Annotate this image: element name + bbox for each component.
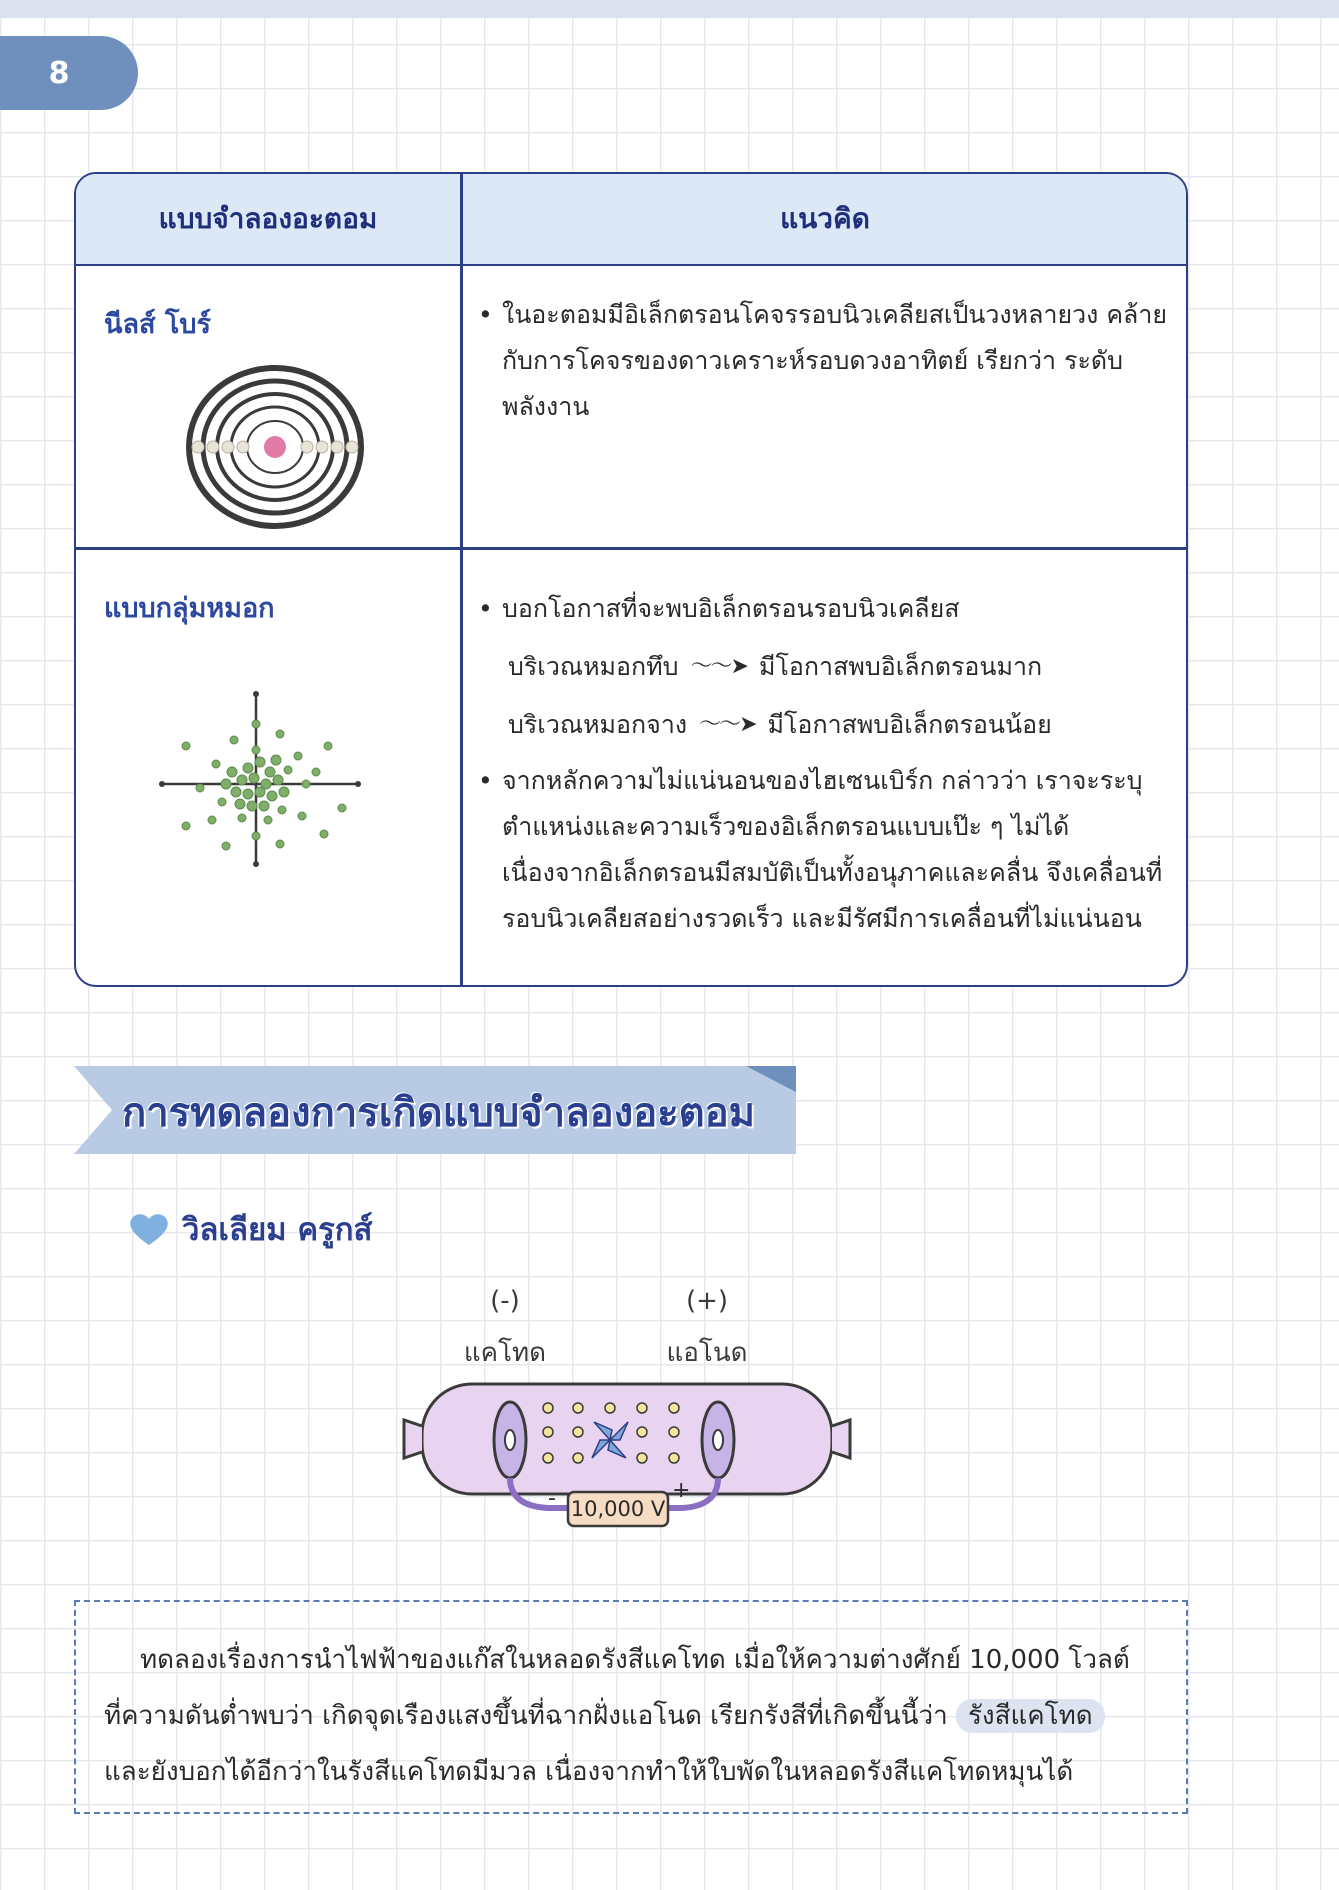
row-divider — [76, 547, 1186, 550]
anode-label: แอโนด — [666, 1338, 748, 1368]
voltage-label: 10,000 V — [570, 1497, 666, 1521]
relation-dense — [478, 644, 1168, 690]
arrow-icon: 〜〜➤ — [699, 712, 756, 737]
atomic-model-table — [74, 172, 1188, 987]
concept-bohr-orbits: • ในอะตอมมีอิเล็กตรอนโคจรรอบนิวเคลียสเป็นวงหลายวง คล้ายกับการโคจรของดาวเคราะห์รอบดวงอาทิตย์ เรียกว่า ระดับพลังงาน — [478, 292, 1168, 430]
minus-sign: - — [548, 1486, 556, 1511]
note-text — [104, 1632, 1154, 1800]
cathode-sign: (-) — [490, 1286, 520, 1316]
concept-list-cloud — [478, 586, 1168, 942]
page-number: 8 — [0, 36, 138, 110]
arrow-icon: 〜〜➤ — [690, 654, 747, 679]
model-name-cloud: แบบกลุ่มหมอก — [104, 593, 275, 624]
anode-sign: (+) — [685, 1286, 729, 1316]
section-banner — [74, 1066, 796, 1154]
plus-sign: + — [672, 1478, 691, 1503]
note-text-before: ทดลองเรื่องการนำไฟฟ้าของแก๊สในหลอดรังสีแคโทด เมื่อให้ความต่างศักย์ 10,000 โวลต์ ที่ความดันต่ำพบว่า เกิดจุดเรืองแสงขึ้นที่ฉากฝั่งแอโนด เรียกรังสีที่เกิดขึ้นนี้ว่า — [104, 1645, 1130, 1731]
note-highlight: รังสีแคโทด — [956, 1699, 1105, 1733]
relation-sparse-to: มีโอกาสพบอิเล็กตรอนน้อย — [767, 710, 1052, 739]
header-model: แบบจำลองอะตอม — [158, 202, 378, 235]
column-divider — [460, 174, 463, 985]
concept-cloud-intro: • บอกโอกาสที่จะพบอิเล็กตรอนรอบนิวเคลียส — [478, 586, 1168, 632]
relation-dense-from: บริเวณหมอกทึบ — [508, 652, 679, 681]
top-band — [0, 0, 1339, 18]
relation-dense-to: มีโอกาสพบอิเล็กตรอนมาก — [758, 652, 1043, 681]
subtitle-row — [128, 1204, 372, 1254]
section-title: การทดลองการเกิดแบบจำลองอะตอม — [122, 1090, 756, 1136]
section-subtitle: วิลเลียม ครูกส์ — [182, 1212, 373, 1248]
electron-cloud-illustration — [156, 688, 366, 868]
heart-icon — [128, 1211, 170, 1247]
relation-sparse — [478, 702, 1168, 748]
model-name-bohr: นีลส์ โบร์ — [104, 309, 212, 340]
relation-sparse-from: บริเวณหมอกจาง — [508, 710, 688, 739]
note-text-after: และยังบอกได้อีกว่าในรังสีแคโทดมีมวล เนื่องจากทำให้ใบพัดในหลอดรังสีแคโทดหมุนได้ — [104, 1757, 1074, 1787]
header-concept: แนวคิด — [780, 202, 870, 235]
bohr-model-illustration — [180, 362, 370, 532]
concept-list-bohr — [478, 292, 1168, 430]
cathode-label: แคโทด — [463, 1338, 547, 1368]
concept-heisenberg: • จากหลักความไม่แน่นอนของไฮเซนเบิร์ก กล่าวว่า เราจะระบุตำแหน่งและความเร็วของอิเล็กตรอนแบบเป๊ะ ๆ ไม่ได้ เนื่องจากอิเล็กตรอนมีสมบัติเป็นทั้งอนุภาคและคลื่น จึงเคลื่อนที่รอบนิวเคลียสอย่างรวดเร็ว และมีรัศมีการเคลื่อนที่ไม่แน่นอน — [478, 758, 1168, 942]
